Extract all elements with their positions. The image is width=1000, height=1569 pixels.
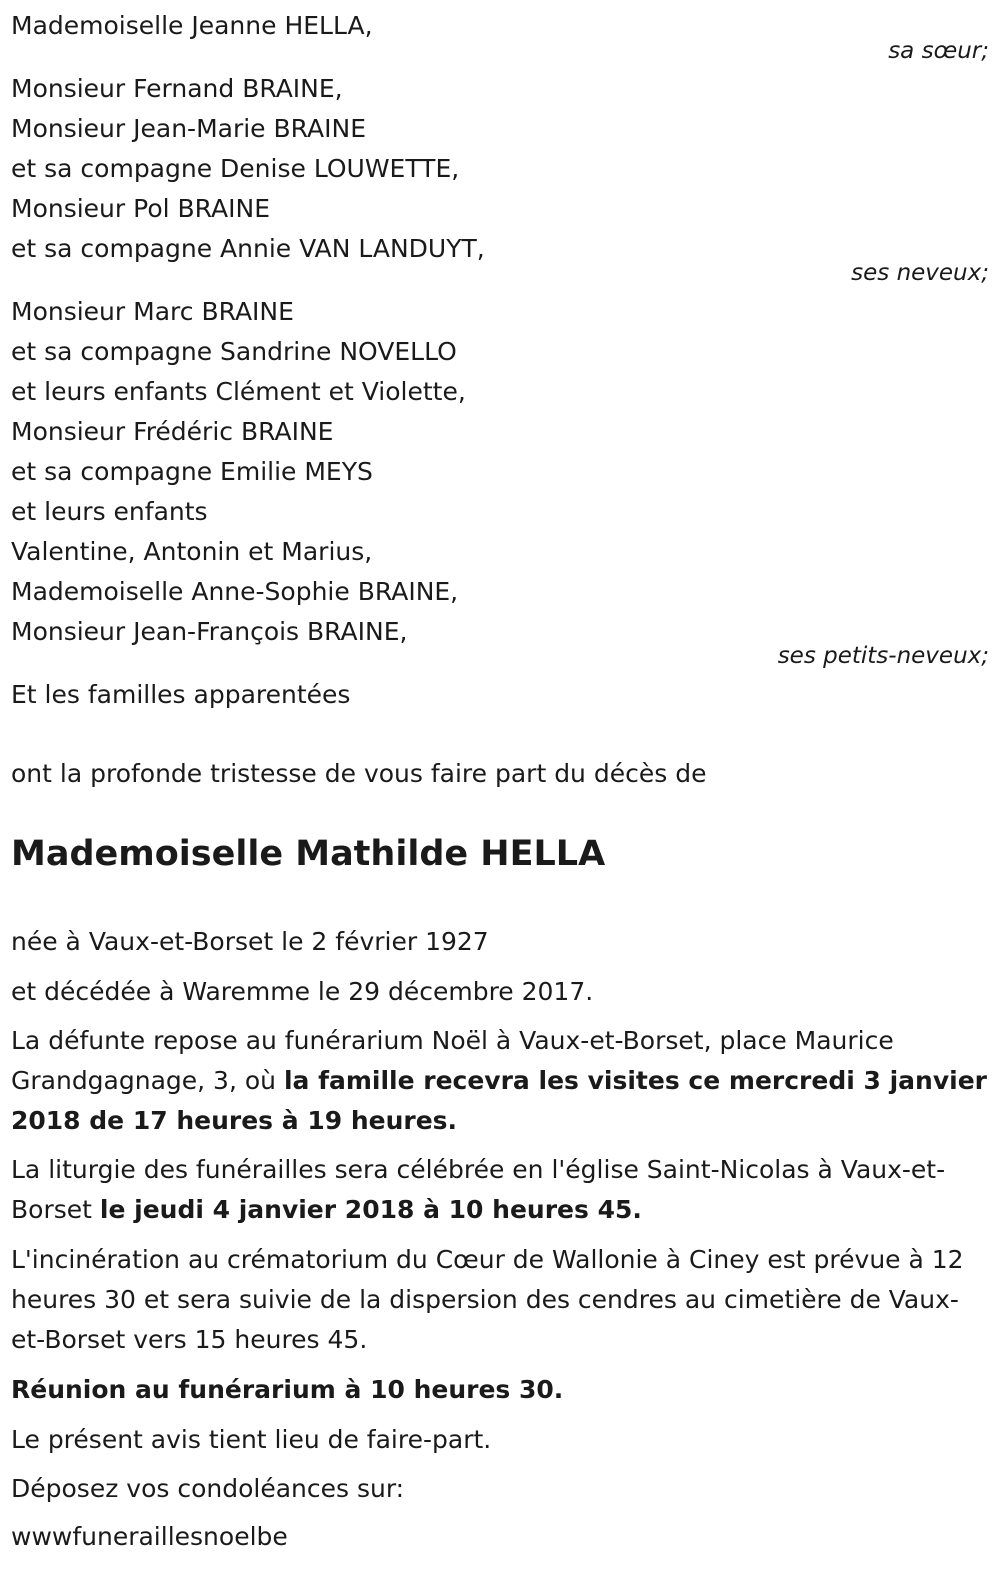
website-link[interactable]: wwwfuneraillesnoelbe — [11, 1522, 288, 1551]
family-line: Monsieur Marc BRAINE — [11, 297, 294, 326]
meeting-info: Réunion au funérarium à 10 heures 30. — [11, 1375, 564, 1404]
family-line: et sa compagne Denise LOUWETTE, — [11, 154, 460, 183]
family-line: et sa compagne Emilie MEYS — [11, 457, 373, 486]
family-line: et leurs enfants Clément et Violette, — [11, 377, 466, 406]
family-line: Valentine, Antonin et Marius, — [11, 537, 373, 566]
liturgy-text: La liturgie des funérailles sera célébrée en l'église Saint-Nicolas à Vaux-et-Borset — [11, 1155, 946, 1224]
family-line: Monsieur Jean-Marie BRAINE — [11, 114, 366, 143]
family-line: Mademoiselle Anne-Sophie BRAINE, — [11, 577, 459, 606]
death-info: et décédée à Waremme le 29 décembre 2017. — [11, 977, 594, 1006]
family-line: et sa compagne Sandrine NOVELLO — [11, 337, 457, 366]
visit-bold-text: la famille recevra les visites ce mercredi 3 janvier 2018 de 17 heures à 19 heures. — [11, 1066, 987, 1135]
family-line: Monsieur Frédéric BRAINE — [11, 417, 334, 446]
announcement-text: ont la profonde tristesse de vous faire part du décès de — [11, 759, 707, 788]
notice-text: Le présent avis tient lieu de faire-part. — [11, 1425, 492, 1454]
birth-info: née à Vaux-et-Borset le 2 février 1927 — [11, 927, 489, 956]
visit-text: La défunte repose au funérarium Noël à Vaux-et-Borset, place Maurice Grandgagnage, 3, où — [11, 1026, 894, 1095]
deceased-name: Mademoiselle Mathilde HELLA — [11, 834, 606, 874]
family-line: et sa compagne Annie VAN LANDUYT, — [11, 234, 485, 263]
cremation-paragraph: L'incinération au crématorium du Cœur de Wallonie à Ciney est prévue à 12 heures 30 et sera suivie de la dispersion des cendres au cimetière de Vaux-et-Borset vers 15 heures 45. — [11, 1245, 964, 1354]
family-line: Monsieur Jean-François BRAINE, — [11, 617, 408, 646]
family-line: Monsieur Pol BRAINE — [11, 194, 270, 223]
other-families: Et les familles apparentées — [11, 680, 351, 709]
visit-paragraph — [11, 1021, 989, 1141]
relation-sister: sa sœur; — [888, 38, 989, 64]
relation-grand-nephews: ses petits-neveux; — [777, 643, 989, 669]
relation-nephews: ses neveux; — [851, 260, 989, 286]
family-line: Monsieur Fernand BRAINE, — [11, 74, 343, 103]
liturgy-paragraph — [11, 1150, 989, 1230]
condolences-label: Déposez vos condoléances sur: — [11, 1474, 405, 1503]
family-line: et leurs enfants — [11, 497, 208, 526]
family-line-sister: Mademoiselle Jeanne HELLA, — [11, 11, 373, 40]
liturgy-bold-text: le jeudi 4 janvier 2018 à 10 heures 45. — [99, 1195, 642, 1224]
